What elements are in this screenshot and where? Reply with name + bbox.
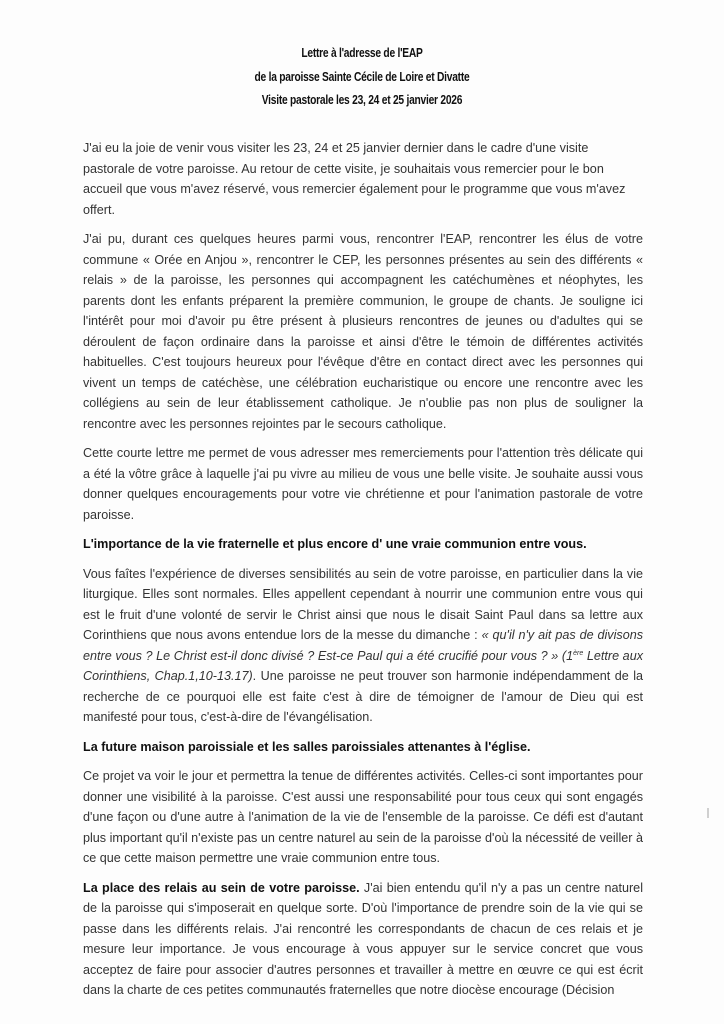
paragraph-intro: J'ai eu la joie de venir vous visiter les 23, 24 et 25 janvier dernier dans le cadre d'une visite pastorale de votre paroisse. Au retour de cette visite, je souhaitais vous remercier pour le bon accueil que vous m'avez réservé, vous remercier également pour le programme que vous m'avez offert.: [83, 141, 626, 217]
fraternal-life-text: Vous faîtes l'expérience de diverses sensibilités au sein de votre paroisse, en particulier dans la vie liturgique. Elles sont normales. Elles appellent cependant à nourrir une communion entre vous qui est le fruit d'une volonté de servir le Christ ainsi que nous le disait Saint Paul dans sa lettre aux Corinthiens que nous avons entendue lors de la messe du dimanche :: [83, 566, 643, 642]
paragraph-relais: [83, 878, 643, 1001]
header-parish: de la paroisse Sainte Cécile de Loire et Divatte: [254, 69, 470, 84]
scripture-quote: « qu'il n'y ait pas de divisons entre vous ? Le Christ est-il donc divisé ? Est-ce Paul qui a été crucifié pour vous ? »: [83, 628, 644, 663]
section-heading-relais: La place des relais au sein de votre paroisse.: [83, 880, 360, 895]
fraternal-life-conclusion: . Une paroisse ne peut trouver son harmonie indépendamment de la recherche de ce pourquoi elle est faite c'est à dire de témoigner de l'amour de Dieu qui est manifesté pour tous, c'est-à-dire de l'évangélisation.: [83, 669, 643, 724]
paragraph-thanks: Cette courte lettre me permet de vous adresser mes remerciements pour l'attention très délicate qui a été la vôtre grâce à laquelle j'ai pu vivre au milieu de vous une belle visite. Je souhaite aussi vous donner quelques encouragements pour votre vie chrétienne et pour l'animation pastorale de votre paroisse.: [83, 446, 643, 522]
paragraph-parish-house: Ce projet va voir le jour et permettra la tenue de différentes activités. Celles-ci sont importantes pour donner une visibilité à la paroisse. C'est aussi une responsabilité pour tous ceux qui sont engagés d'une façon ou d'une autre à l'animation de la vie de l'ensemble de la paroisse. Ce défi est d'autant plus important qu'il n'existe pas un centre naturel au sein de la paroisse d'où la nécessité de veiller à ce que cette maison permettre une vraie communion entre tous.: [83, 769, 643, 865]
section-heading-parish-house: La future maison paroissiale et les salles paroissiales attenantes à l'église.: [83, 739, 531, 754]
section-heading-fraternal-life: L'importance de la vie fraternelle et plus encore d' une vraie communion entre vous.: [83, 537, 587, 551]
header-visit-dates: Visite pastorale les 23, 24 et 25 janvier 2026: [261, 93, 463, 107]
paragraph-meetings: J'ai pu, durant ces quelques heures parmi vous, rencontrer l'EAP, rencontrer les élus de votre commune « Orée en Anjou », rencontrer le CEP, les personnes présentes au sein des différents « relais » de la paroisse, les personnes qui accompagnent les catéchumènes et néophytes, les parents dont les enfants préparent la première communion, le groupe de chants. Je souligne ici l'intérêt pour moi d'avoir pu être présent à plusieurs rencontres de jeunes ou d'adultes qui se déroulent de façon ordinaire dans la paroisse et ainsi d'être le témoin de différentes activités habituelles. C'est toujours heureux pour l'évêque d'être en contact direct avec les personnes qui vivent un temps de catéchèse, une célébration eucharistique ou encore une rencontre avec les collégiens au sein de leur établissement catholique. Je n'oublie pas non plus de souligner la rencontre avec les personnes rejointes par le secours catholique.: [83, 232, 643, 431]
margin-mark: [707, 808, 709, 818]
relais-text: J'ai bien entendu qu'il n'y a pas un centre naturel de la paroisse qui s'imposerait en quelque sorte. D'où l'importance de prendre soin de la vie qui se passe dans les différents relais. J'ai rencontré les correspondants de chacun de ces relais et je mesure leur importance. Je vous encourage à vous appuyer sur le service concret que vous acceptez de faire pour associer d'autres personnes et travailler à mettre en œuvre ce qui est écrit dans la charte de ces petites communautés fraternelles que notre diocèse encourage (Décision: [83, 880, 643, 997]
scripture-reference: (1ère Lettre aux Corinthiens, Chap.1,10-13.17): [83, 648, 643, 683]
header-title: Lettre à l'adresse de l'EAP: [301, 46, 423, 60]
letter-body: [83, 138, 643, 1010]
paragraph-fraternal-life: [83, 564, 643, 728]
letter-header: [65, 42, 659, 113]
